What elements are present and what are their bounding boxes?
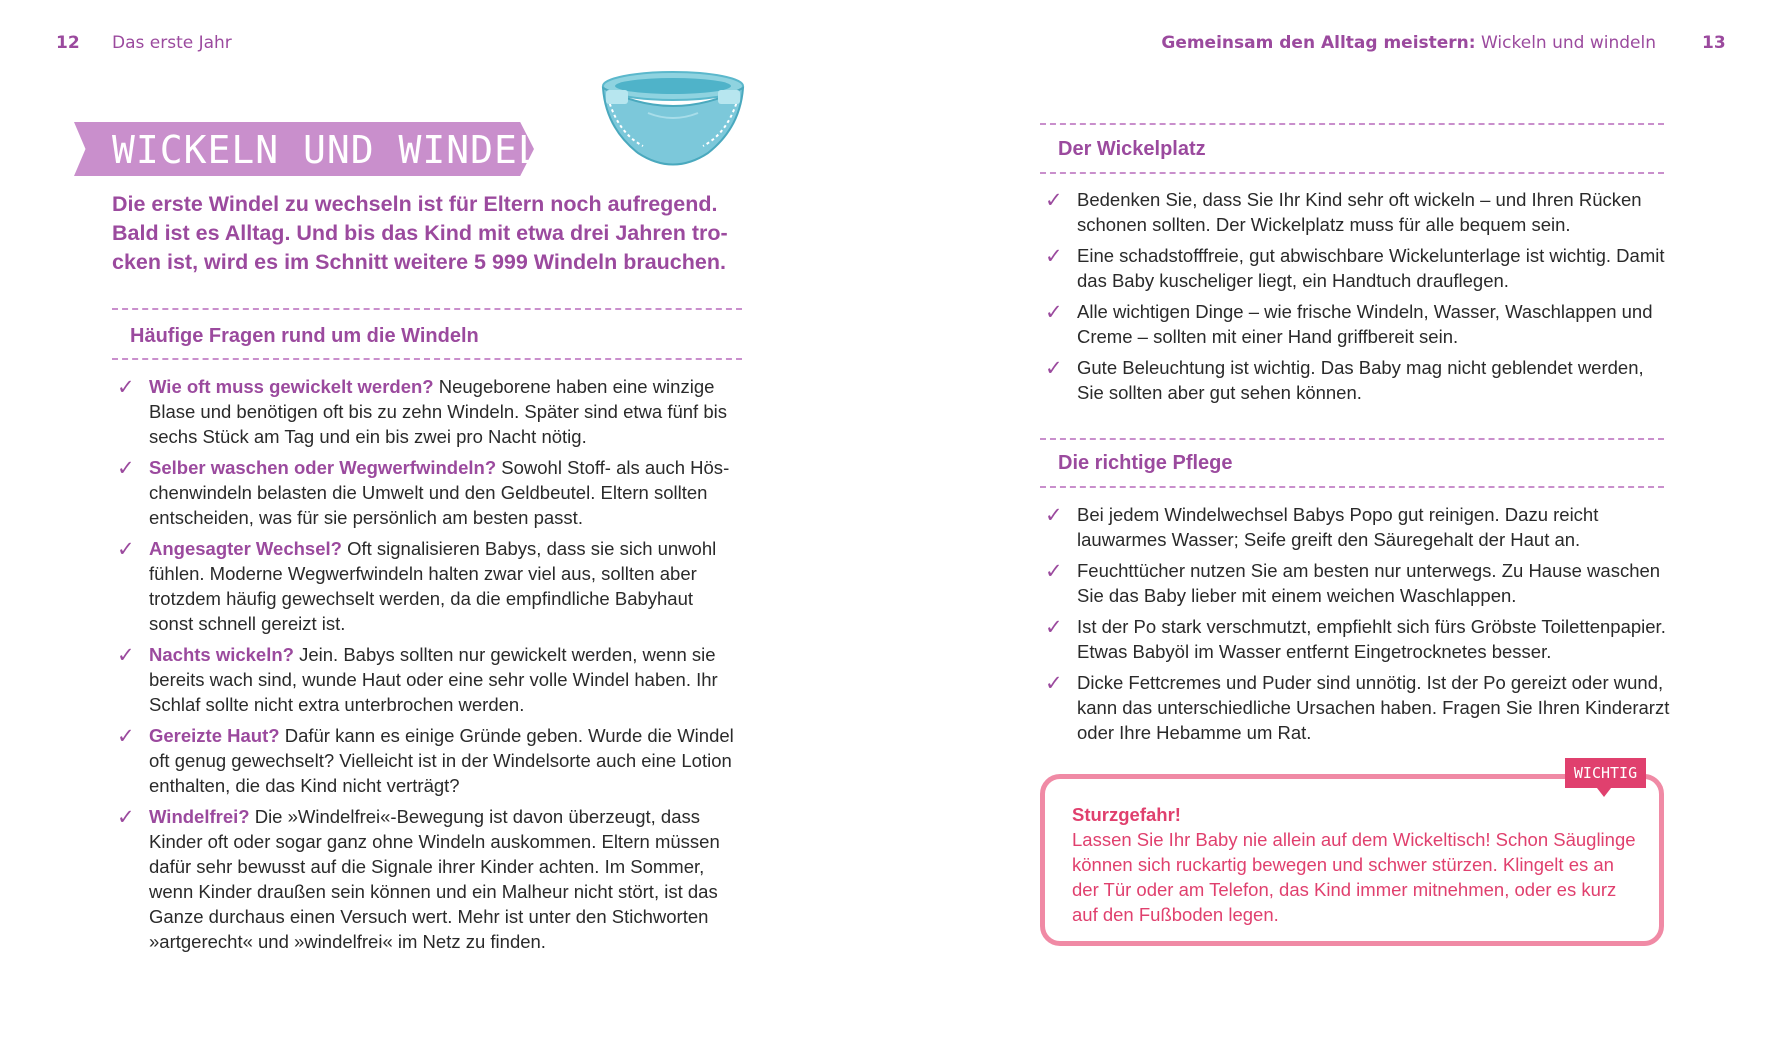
faq-item <box>112 723 742 798</box>
check-icon: ✓ <box>117 643 135 667</box>
list-item-text: Gute Beleuchtung ist wichtig. Das Baby mag nicht geblendet werden, Sie sollten aber gut sehen können. <box>1077 357 1644 403</box>
left-running-head: Das erste Jahr <box>112 33 232 53</box>
list-item-text: Ist der Po stark verschmutzt, empfiehlt sich fürs Gröbste Toilettenpapier. Etwas Babyöl im Wasser entfernt Eingetrocknetes besser. <box>1077 616 1666 662</box>
warning-tag: WICHTIG <box>1565 758 1646 788</box>
faq-answer: Neugeborene haben eine winzige Blase und benötigen oft bis zu zehn Windeln. Später sind etwa fünf bis sechs Stück am Tag und ein bis zwei pro Nacht nötig. <box>149 376 727 447</box>
list-item-text: Bei jedem Windelwechsel Babys Popo gut reinigen. Dazu reicht lauwarmes Wasser; Seife greift den Säuregehalt der Haut an. <box>1077 504 1599 550</box>
check-icon: ✓ <box>1045 244 1063 268</box>
list-item-text: Bedenken Sie, dass Sie Ihr Kind sehr oft wickeln – und Ihren Rücken schonen sollten. Der Wickelplatz muss für alle bequem sein. <box>1077 189 1642 235</box>
divider <box>112 308 742 310</box>
faq-question: Windelfrei? <box>149 806 250 827</box>
list-item <box>1040 614 1670 664</box>
section-title-wickelplatz: Der Wickelplatz <box>1058 138 1206 160</box>
running-head-rest: Wickeln und windeln <box>1475 33 1656 53</box>
list-item <box>1040 502 1670 552</box>
list-item-text: Eine schadstofffreie, gut abwischbare Wickelunterlage ist wichtig. Damit das Baby kuscheliger liegt, ein Handtuch drauflegen. <box>1077 245 1665 291</box>
faq-question: Nachts wickeln? <box>149 644 294 665</box>
warning-content <box>1072 802 1642 927</box>
check-icon: ✓ <box>117 805 135 829</box>
warning-title: Sturzgefahr! <box>1072 804 1181 825</box>
check-icon: ✓ <box>1045 503 1063 527</box>
faq-item <box>112 536 742 636</box>
faq-answer: Oft signalisieren Babys, dass sie sich unwohl fühlen. Moderne Wegwerfwindeln halten zwar viel aus, sollten aber trotzdem häufig gewechselt werden, da die empfindliche Babyhaut sonst schnell gereizt ist. <box>149 538 717 634</box>
pflege-list <box>1040 502 1670 751</box>
divider <box>1040 486 1664 488</box>
diaper-illustration <box>598 68 748 178</box>
faq-item <box>112 455 742 530</box>
section-title-faq: Häufige Fragen rund um die Windeln <box>130 325 479 347</box>
check-icon: ✓ <box>1045 356 1063 380</box>
list-item <box>1040 355 1670 405</box>
warning-text: Lassen Sie Ihr Baby nie allein auf dem Wickeltisch! Schon Säuglinge können sich ruckartig bewegen und schwer stürzen. Klingelt es an der Tür oder am Telefon, das Kind immer mitnehmen, oder es kurz auf den Fußboden legen. <box>1072 829 1636 925</box>
faq-item <box>112 374 742 449</box>
list-item <box>1040 243 1670 293</box>
right-running-head <box>1161 33 1656 53</box>
check-icon: ✓ <box>117 375 135 399</box>
check-icon: ✓ <box>1045 559 1063 583</box>
divider <box>1040 172 1664 174</box>
check-icon: ✓ <box>117 456 135 480</box>
faq-answer: Sowohl Stoff- als auch Höschenwindeln belasten die Umwelt und den Geldbeutel. Eltern sollten entscheiden, was für sie persönlich am besten passt. <box>149 457 730 528</box>
list-item-text: Alle wichtigen Dinge – wie frische Windeln, Wasser, Waschlappen und Creme – sollten mit einer Hand griffbereit sein. <box>1077 301 1653 347</box>
section-title-pflege: Die richtige Pflege <box>1058 452 1233 474</box>
faq-item <box>112 804 742 954</box>
faq-answer: Dafür kann es einige Gründe geben. Wurde die Windel oft genug gewechselt? Vielleicht ist in der Windelsorte auch eine Lotion enthalten, die das Kind nicht verträgt? <box>149 725 734 796</box>
list-item <box>1040 558 1670 608</box>
running-head-bold: Gemeinsam den Alltag meistern: <box>1161 33 1476 53</box>
list-item <box>1040 670 1670 745</box>
faq-answer: Die »Windelfrei«-Bewegung ist davon überzeugt, dass Kinder oft oder sogar ganz ohne Windeln auskommen. Eltern müssen dafür sehr bewusst auf die Signale ihrer Kinder achten. Im Sommer, wenn Kinder draußen sein können und ein Malheur nicht stört, ist das Ganze durchaus einen Versuch wert. Mehr ist unter den Stichworten »artgerecht« und »windelfrei« im Netz zu finden. <box>149 806 720 952</box>
list-item-text: Dicke Fettcremes und Puder sind unnötig. Ist der Po gereizt oder wund, kann das unterschiedliche Ursachen haben. Fragen Sie Ihren Kinderarzt oder Ihre Hebamme um Rat. <box>1077 672 1670 743</box>
right-page-number: 13 <box>1702 33 1726 53</box>
faq-item <box>112 642 742 717</box>
faq-question: Wie oft muss gewickelt werden? <box>149 376 434 397</box>
faq-question: Angesagter Wechsel? <box>149 538 342 559</box>
check-icon: ✓ <box>117 537 135 561</box>
page-title: WICKELN UND WINDELN <box>112 128 566 172</box>
check-icon: ✓ <box>1045 188 1063 212</box>
faq-answer: Jein. Babys sollten nur gewickelt werden, wenn sie bereits wach sind, wunde Haut oder eine sehr volle Windel haben. Ihr Schlaf sollte nicht extra unterbrochen werden. <box>149 644 718 715</box>
wickelplatz-list <box>1040 187 1670 411</box>
list-item-text: Feuchttücher nutzen Sie am besten nur unterwegs. Zu Hause waschen Sie das Baby lieber mit einem weichen Waschlappen. <box>1077 560 1661 606</box>
left-page-number: 12 <box>56 33 80 53</box>
warning-tag-pointer <box>1597 788 1611 797</box>
divider <box>112 358 742 360</box>
check-icon: ✓ <box>1045 671 1063 695</box>
intro-text: Die erste Windel zu wechseln ist für Eltern noch aufregend. Bald ist es Alltag. Und bis das Kind mit etwa drei Jahren trocken ist, wird es im Schnitt weitere 5 999 Windeln brauchen. <box>112 192 728 274</box>
check-icon: ✓ <box>117 724 135 748</box>
faq-list <box>112 374 742 960</box>
divider <box>1040 123 1664 125</box>
faq-question: Gereizte Haut? <box>149 725 280 746</box>
faq-question: Selber waschen oder Wegwerfwindeln? <box>149 457 497 478</box>
list-item <box>1040 299 1670 349</box>
list-item <box>1040 187 1670 237</box>
check-icon: ✓ <box>1045 300 1063 324</box>
check-icon: ✓ <box>1045 615 1063 639</box>
divider <box>1040 438 1664 440</box>
